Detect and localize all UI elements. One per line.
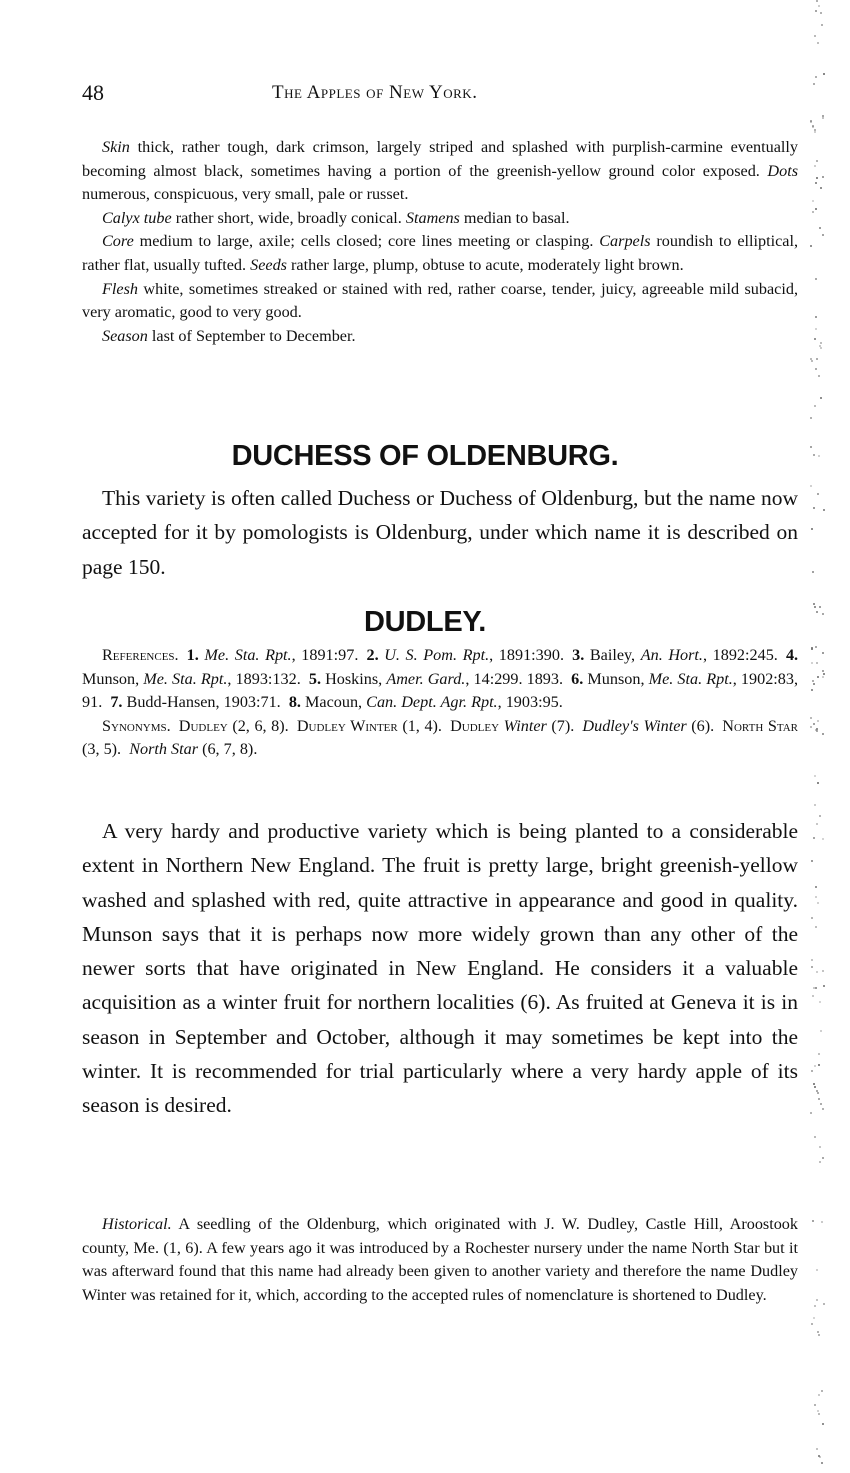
- synonym-item: Dudley Winter (1, 4).: [296, 716, 442, 735]
- synonym-item: Dudley Winter (7).: [450, 716, 575, 735]
- reference-item: 8. Macoun, Can. Dept. Agr. Rpt., 1903:95.: [288, 693, 563, 712]
- dudley-description: [82, 814, 798, 1123]
- description-paragraph: A very hardy and productive variety which is being planted to a considerable extent in Northern New England. The fruit is pretty large, bright greenish-yellow washed and splashed with red, quite attractive in appearance and good in quality. Munson says that it is perhaps now more widely grown than any other of the newer sorts that have originated in New England. He considers it a valuable acquisition as a winter fruit for northern localities (6). As fruited at Geneva it is in season in September and October, although it may sometimes be kept into the winter. It is recommended for trial particularly where a very hardy apple of its season is desired.: [82, 819, 798, 1118]
- core-paragraph: Core medium to large, axile; cells closed; core lines meeting or clasping. Carpels roundish to elliptical, rather flat, usually tufted. Seeds rather large, plump, obtuse to acute, moderately light brown.: [82, 232, 799, 274]
- skin-paragraph: Skin thick, rather tough, dark crimson, largely striped and splashed with purplish-carmine eventually becoming almost black, sometimes having a portion of the greenish-yellow ground color exposed. Dots numerous, conspicuous, very small, pale or russet.: [82, 138, 798, 204]
- synonym-item: North Star (6, 7, 8).: [129, 740, 258, 759]
- dudley-references: [82, 644, 798, 762]
- page-header: [82, 80, 802, 110]
- historical-paragraph: Historical. A seedling of the Oldenburg, which originated with J. W. Dudley, Castle Hill, Aroostook county, Me. (1, 6). A few years ago it was introduced by a Rochester nursery under the name North Star but it was afterward found that this name had already been given to another variety and therefore the name Dudley Winter was retained for it, which, according to the accepted rules of nomenclature is shortened to Dudley.: [82, 1215, 798, 1304]
- synonyms-label: Synonyms.: [102, 716, 171, 735]
- synonym-item: North Star (3, 5).: [82, 716, 798, 759]
- duchess-paragraph: This variety is often called Duchess or Duchess of Oldenburg, but the name now accepted for it by pomologists is Oldenburg, under which name it is described on page 150.: [82, 486, 798, 579]
- reference-item: 5. Hoskins, Amer. Gard., 14:299. 1893.: [308, 669, 564, 688]
- reference-item: 2. U. S. Pom. Rpt., 1891:390.: [366, 646, 565, 664]
- reference-item: 4. Munson, Me. Sta. Rpt., 1893:132.: [82, 646, 799, 688]
- duchess-section: [82, 481, 798, 584]
- historical-label: Historical.: [102, 1215, 172, 1233]
- scan-margin-noise: [810, 0, 840, 1473]
- flesh-paragraph: Flesh white, sometimes streaked or stained with red, rather coarse, tender, juicy, agreeable mild subacid, very aromatic, good to very good.: [82, 279, 798, 322]
- reference-item: 7. Budd-Hansen, 1903:71.: [110, 693, 281, 712]
- synonym-item: Dudley (2, 6, 8).: [178, 716, 289, 735]
- dudley-heading: DUDLEY.: [364, 606, 486, 638]
- references-label: References.: [102, 646, 179, 664]
- previous-entry-description: [82, 136, 798, 348]
- season-paragraph: Season last of September to December.: [102, 326, 356, 345]
- calyx-paragraph: Calyx tube rather short, wide, broadly conical. Stamens median to basal.: [102, 208, 570, 227]
- page-number: 48: [82, 80, 104, 105]
- synonyms-paragraph: [82, 715, 798, 762]
- reference-item: 3. Bailey, An. Hort., 1892:245.: [572, 646, 778, 664]
- reference-item: 1. Me. Sta. Rpt., 1891:97.: [186, 646, 359, 664]
- dudley-historical: [82, 1213, 798, 1307]
- references-paragraph: [82, 644, 798, 715]
- synonym-item: Dudley's Winter (6).: [582, 716, 715, 735]
- duchess-heading: DUCHESS OF OLDENBURG.: [231, 440, 619, 472]
- running-title: The Apples of New York.: [272, 82, 478, 103]
- reference-item: 6. Munson, Me. Sta. Rpt., 1902:83, 91.: [82, 669, 799, 712]
